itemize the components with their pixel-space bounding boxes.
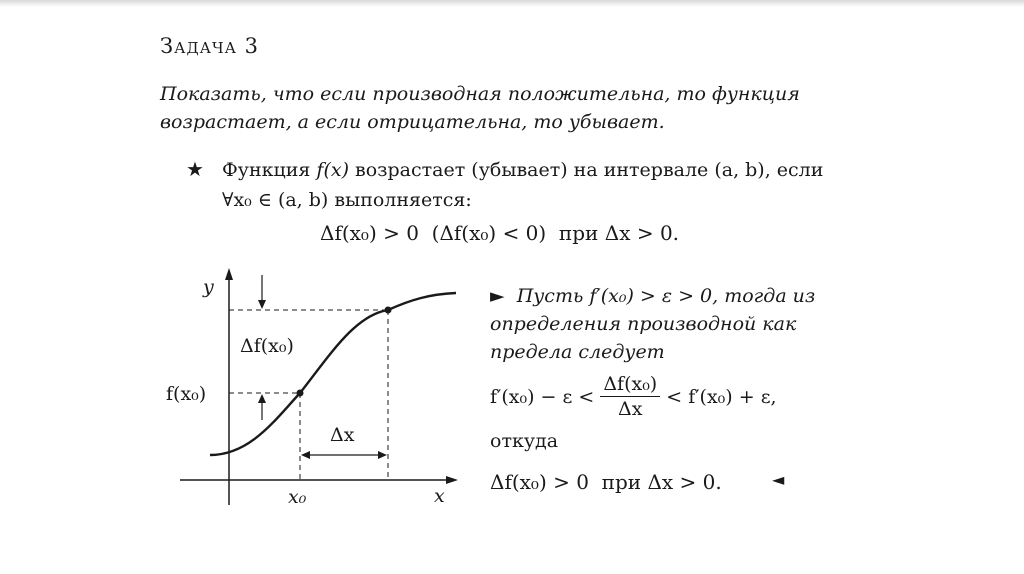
- delta-f-top-arrowhead: [258, 300, 266, 309]
- proof-intro-text: Пусть f′(x₀) > ε > 0, тогда из определения производной как предела следует: [490, 285, 816, 363]
- x0-label: x₀: [288, 486, 307, 508]
- proof-intro: [490, 282, 850, 366]
- delta-x-arrowhead-left: [301, 451, 310, 459]
- ineq-fraction: [600, 372, 660, 421]
- y-axis-label: y: [203, 276, 214, 298]
- ineq-right: < f′(x₀) + ε,: [666, 385, 777, 408]
- proof-whence: откуда: [490, 430, 559, 452]
- definition-text-part2: возрастает (убывает) на интервале (a, b), если ∀x₀ ∈ (a, b) выполняется:: [222, 159, 824, 211]
- end-proof-icon: ◄: [772, 470, 785, 489]
- definition-text-part1: Функция: [222, 159, 317, 181]
- x-axis-arrow: [446, 476, 458, 484]
- fraction-denominator: Δx: [618, 398, 643, 420]
- definition-formula: Δf(x₀) > 0 (Δf(x₀) < 0) при Δx > 0.: [320, 221, 680, 245]
- proof-result: Δf(x₀) > 0 при Δx > 0.: [490, 470, 722, 494]
- definition-function: f(x): [316, 159, 349, 181]
- x-axis-label: x: [434, 485, 445, 507]
- delta-x-label: Δx: [330, 424, 355, 446]
- proof-marker-icon: ►: [490, 285, 505, 307]
- proof-inequality: [490, 372, 777, 421]
- problem-statement: Показать, что если производная положительна, то функция возрастает, а если отрицательна, то убывает.: [160, 83, 800, 133]
- ineq-left: f′(x₀) − ε <: [490, 385, 595, 408]
- delta-x-arrowhead-right: [378, 451, 387, 459]
- task-title: Задача 3: [160, 34, 259, 58]
- delta-f-label: Δf(x₀): [240, 335, 294, 357]
- delta-f-bottom-arrowhead: [258, 394, 266, 403]
- star-icon: ★: [186, 157, 204, 181]
- fraction-numerator: Δf(x₀): [600, 372, 660, 397]
- y-axis-arrow: [225, 268, 233, 280]
- fx0-label: f(x₀): [166, 383, 207, 405]
